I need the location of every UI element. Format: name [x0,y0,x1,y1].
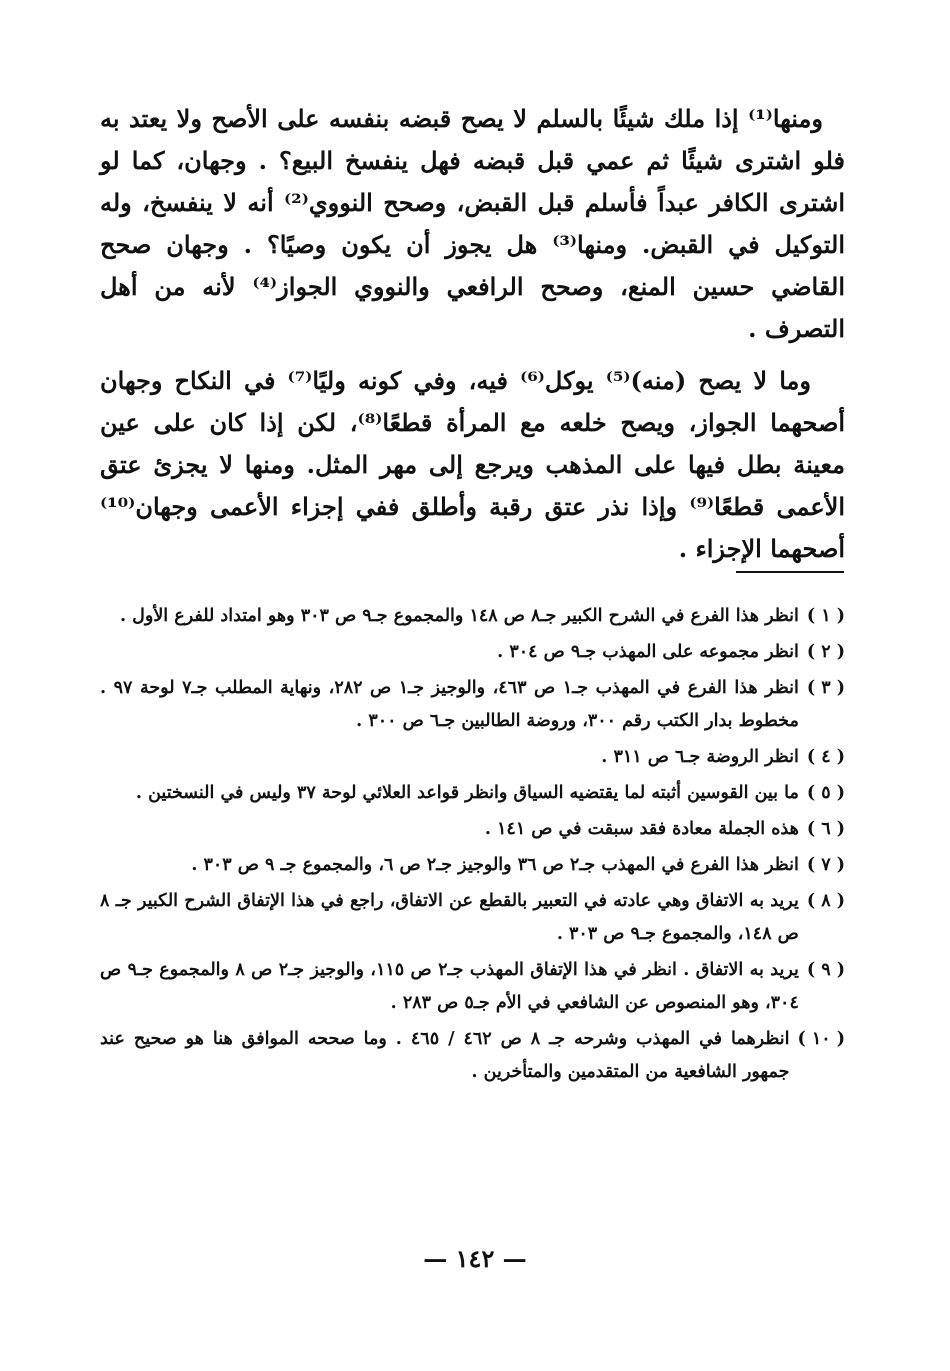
footnote-text: انظر الروضة جـ٦ ص ٣١١ . [601,747,799,767]
footnote-number: ( ٢ ) [806,642,845,662]
footnote-item [100,672,845,738]
footnote-number: ( ١٠ ) [797,1029,845,1049]
page-number: — ١٤٢ — [423,1244,527,1273]
footnote-number: ( ٩ ) [806,960,845,980]
footnote-item [100,600,845,633]
footnote-separator [736,571,844,573]
paragraph-1: ومنها⁽¹⁾ إذا ملك شيئًا بالسلم لا يصح قبضه بنفسه على الأصح ولا يعتد به فلو اشترى شيئًا ثم عمي قبل قبضه فهل ينفسخ البيع؟ . وجهان، كما لو اشترى الكافر عبداً فأسلم قبل القبض، وصحح النووي⁽²⁾ أنه لا ينفسخ، وله التوكيل في القبض. ومنها⁽³⁾ هل يجوز أن يكون وصيًا؟ . وجهان صحح القاضي حسين المنع، وصحح الرافعي والنووي الجواز⁽⁴⁾ لأنه من أهل التصرف . [100,104,846,343]
footnote-number: ( ٨ ) [806,891,845,911]
footnote-text: يريد به الاتفاق وهي عادته في التعبير بالقطع عن الاتفاق، راجع في هذا الإتفاق الشرح الكبير جـ ٨ ص ١٤٨، والمجموع جـ٩ ص ٣٠٣ . [100,891,799,944]
footnotes [100,600,845,1092]
footnote-item [100,777,845,810]
footnote-number: ( ٥ ) [806,783,845,803]
footnote-text: انظر هذا الفرع في المهذب جـ١ ص ٤٦٣، والوجيز جـ١ ص ٢٨٢، ونهاية المطلب جـ٧ لوحة ٩٧ . مخطوط بدار الكتب رقم ٣٠٠، وروضة الطالبين جـ٦ ص ٣٠٠ . [100,678,799,731]
main-text [100,98,845,570]
footnote-item [100,849,845,882]
footnote-text: انظر مجموعه على المهذب جـ٩ ص ٣٠٤ . [497,642,799,662]
footnote-item [100,1023,845,1089]
footnote-text: انظر هذا الفرع في المهذب جـ٢ ص ٣٦ والوجيز جـ٢ ص ٦، والمجموع جـ ٩ ص ٣٠٣ . [191,855,799,875]
footnote-text: يريد به الاتفاق . انظر في هذا الإتفاق المهذب جـ٢ ص ١١٥، والوجيز جـ٢ ص ٨ والمجموع جـ٩ ص ٣٠٤، وهو المنصوص عن الشافعي في الأم جـ٥ ص ٢٨٣ . [100,960,799,1013]
footnote-item [100,636,845,669]
footnote-text: انظر هذا الفرع في الشرح الكبير جـ٨ ص ١٤٨ والمجموع جـ٩ ص ٣٠٣ وهو امتداد للفرع الأول . [119,606,799,626]
footnote-item [100,954,845,1020]
footnote-number: ( ٣ ) [806,678,845,698]
footnote-text: ما بين القوسين أثبته لما يقتضيه السياق وانظر قواعد العلائي لوحة ٣٧ وليس في النسختين . [135,783,799,803]
footnote-item [100,813,845,846]
footnote-number: ( ١ ) [806,606,845,626]
footnote-number: ( ٦ ) [806,819,845,839]
footnote-item [100,741,845,774]
footnote-number: ( ٧ ) [806,855,845,875]
footnote-number: ( ٤ ) [806,747,845,767]
footnote-item [100,885,845,951]
paragraph-2: وما لا يصح (منه)⁽⁵⁾ يوكل⁽⁶⁾ فيه، وفي كونه وليًا⁽⁷⁾ في النكاح وجهان أصحهما الجواز، ويصح خلعه مع المرأة قطعًا⁽⁸⁾، لكن إذا كان على عين معينة بطل فيها على المذهب ويرجع إلى مهر المثل. ومنها لا يجزئ عتق الأعمى قطعًا⁽⁹⁾ وإذا نذر عتق رقبة وأطلق ففي إجزاء الأعمى وجهان⁽¹⁰⁾ أصحهما الإجزاء . [100,366,846,563]
footnote-text: انظرهما في المهذب وشرحه جـ ٨ ص ٤٦٢ / ٤٦٥ . وما صححه الموافق هنا هو صحيح عند جمهور الشافعية من المتقدمين والمتأخرين . [100,1029,790,1082]
footnote-text: هذه الجملة معادة فقد سبقت في ص ١٤١ . [484,819,799,839]
